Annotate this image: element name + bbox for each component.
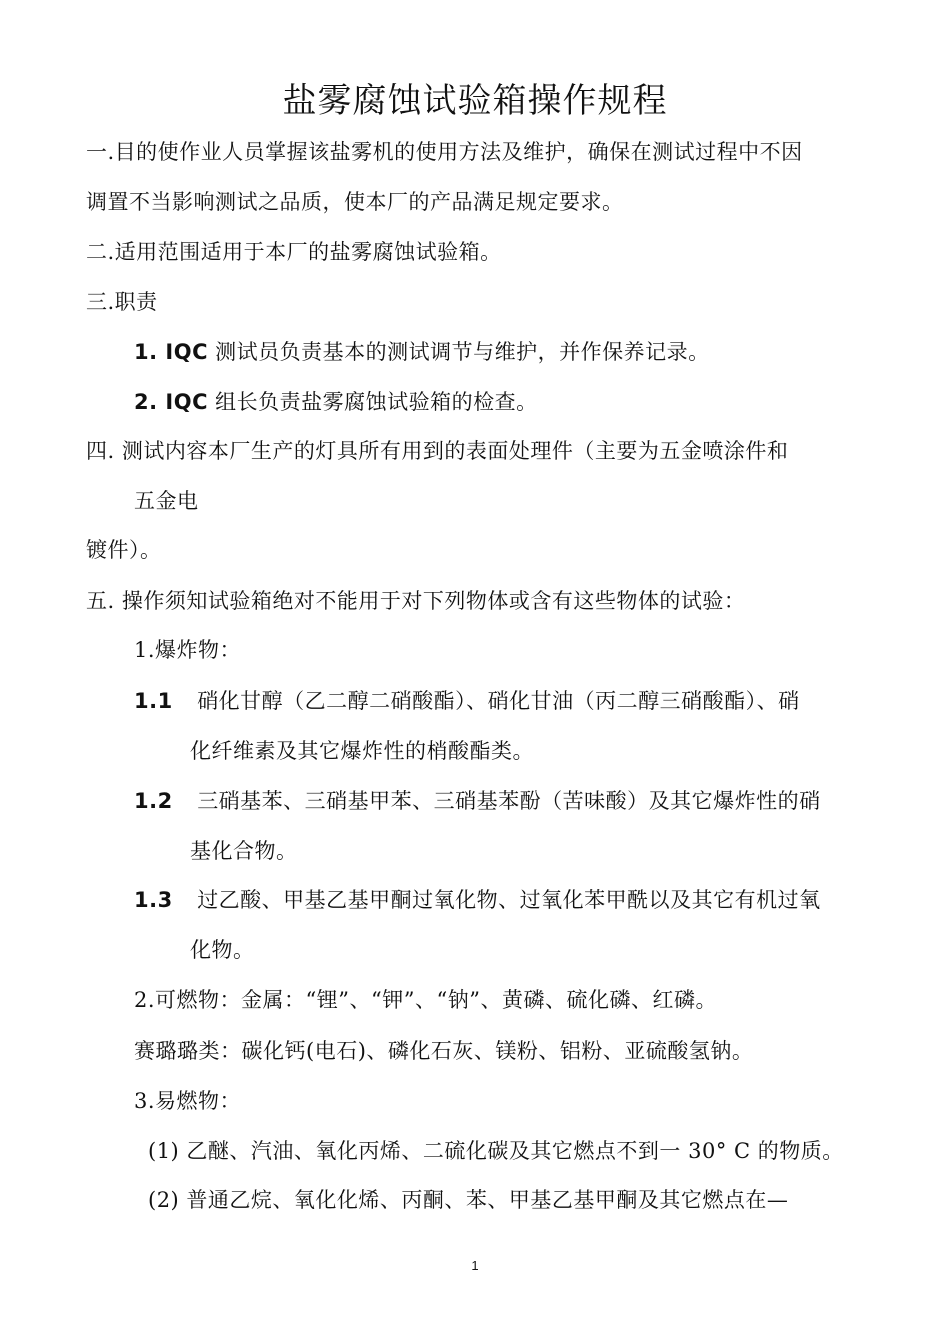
flammables-item-1: (1) 乙醚、汽油、氧化丙烯、二硫化碳及其它燃点不到一 30° C 的物质。 <box>148 1139 844 1163</box>
purpose-line-1: 一.目的使作业人员掌握该盐雾机的使用方法及维护，确保在测试过程中不因 <box>86 140 803 164</box>
operation-notes-line: 五. 操作须知试验箱绝对不能用于对下列物体或含有这些物体的试验： <box>86 589 746 613</box>
item-number: 1.1 <box>134 689 173 713</box>
purpose-line-2: 调置不当影响测试之品质，使本厂的产品满足规定要求。 <box>86 190 624 214</box>
item-number: 1. IQC <box>134 340 208 364</box>
celluloid-line: 赛璐璐类：碳化钙(电石)、磷化石灰、镁粉、铝粉、亚硫酸氢钠。 <box>134 1039 754 1063</box>
document-title: 盐雾腐蚀试验箱操作规程 <box>282 81 668 121</box>
explosives-item-1-3-cont: 化物。 <box>190 938 255 962</box>
responsibility-item-1 <box>134 337 710 367</box>
flammables-item-2: (2) 普通乙烷、氧化化烯、丙酮、苯、甲基乙基甲酮及其它燃点在— <box>148 1188 789 1212</box>
item-text: 测试员负责基本的测试调节与维护，并作保养记录。 <box>215 340 710 364</box>
combustibles-line: 2.可燃物：金属：“锂”、“钾”、“钠”、黄磷、硫化磷、红磷。 <box>134 988 717 1012</box>
item-number: 1.2 <box>134 789 173 813</box>
item-text: 过乙酸、甲基乙基甲酮过氧化物、过氧化苯甲酰以及其它有机过氧 <box>197 888 821 912</box>
item-number: 1.3 <box>134 888 173 912</box>
test-content-line-1: 四. 测试内容本厂生产的灯具所有用到的表面处理件（主要为五金喷涂件和 <box>86 439 789 463</box>
explosives-item-1-2 <box>134 786 821 816</box>
item-text: 硝化甘醇（乙二醇二硝酸酯）、硝化甘油（丙二醇三硝酸酯）、硝 <box>197 689 800 713</box>
item-text: 组长负责盐雾腐蚀试验箱的检查。 <box>215 390 538 414</box>
explosives-item-1-1-cont: 化纤维素及其它爆炸性的梢酸酯类。 <box>190 739 534 763</box>
explosives-item-1-1 <box>134 686 800 716</box>
page-number: 1 <box>471 1258 479 1273</box>
explosives-heading: 1.爆炸物： <box>134 638 242 662</box>
scope-line: 二.适用范围适用于本厂的盐雾腐蚀试验箱。 <box>86 240 502 264</box>
responsibility-item-2 <box>134 387 538 417</box>
explosives-item-1-3 <box>134 885 821 915</box>
item-text: 三硝基苯、三硝基甲苯、三硝基苯酚（苦味酸）及其它爆炸性的硝 <box>197 789 821 813</box>
test-content-line-2: 五金电 <box>134 489 199 513</box>
explosives-item-1-2-cont: 基化合物。 <box>190 839 298 863</box>
flammables-heading: 3.易燃物： <box>134 1089 242 1113</box>
responsibility-heading: 三.职责 <box>86 290 158 314</box>
test-content-line-3: 镀件）。 <box>86 538 162 562</box>
item-number: 2. IQC <box>134 390 208 414</box>
